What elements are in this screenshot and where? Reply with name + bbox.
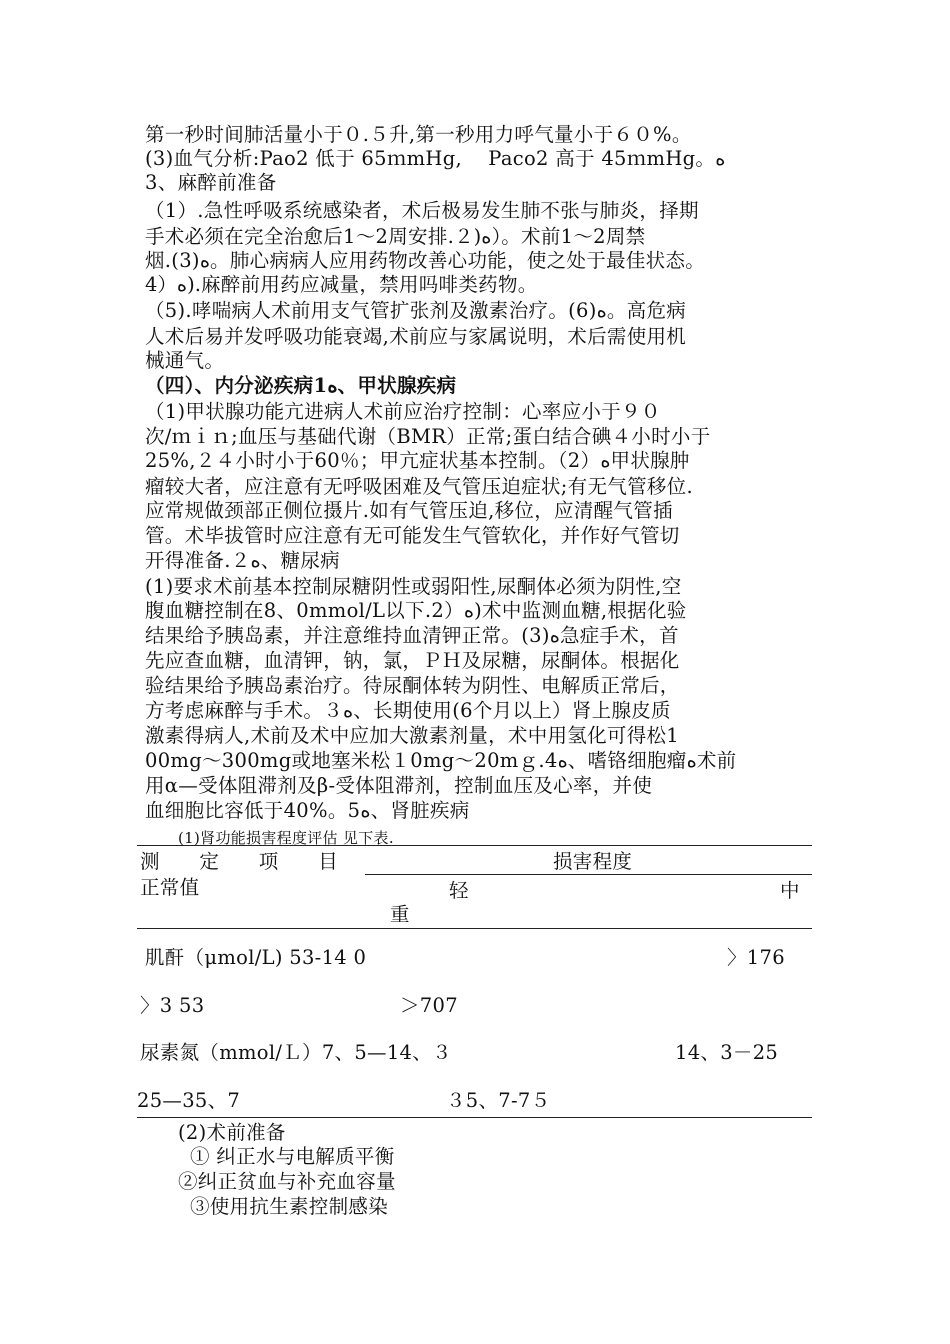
table-cell: 尿素氮（mmol/Ｌ）7、5—14、３ (140, 1041, 452, 1064)
table-cell: 肌酐（μmol/L) 53-14 0 (145, 946, 367, 969)
list-item: ③使用抗生素控制感染 (190, 1195, 389, 1218)
text-line: 25%,２４小时小于60％；甲亢症状基本控制。（2）ﻩ甲状腺肿 (145, 449, 690, 472)
text-line: 结果给予胰岛素，并注意维持血清钾正常。(3)ﻩ急症手术，首 (145, 624, 679, 647)
header-mid: 中 (780, 879, 800, 902)
table-cell: ＞707 (400, 994, 458, 1017)
table-cell: 〉3 53 (140, 994, 205, 1017)
text-line: 第一秒时间肺活量小于０.５升,第一秒用力呼气量小于６０%。 (145, 123, 692, 146)
table-cell: 14、3－25 (675, 1041, 779, 1064)
text-line: 应常规做颈部正侧位摄片.如有气管压迫,移位，应清醒气管插 (145, 499, 673, 522)
text-line: (2)术前准备 (178, 1121, 286, 1144)
text-line: 械通气。 (145, 349, 225, 372)
text-line: 瘤较大者，应注意有无呼吸困难及气管压迫症状;有无气管移位. (145, 475, 693, 498)
text-line: (3)血气分析:Pao2 低于 65ｍmHg, Paco2 高于 45ｍmHg。ﻩ (145, 147, 726, 170)
table-top-rule (137, 845, 812, 846)
table-bottom-rule (137, 1117, 812, 1118)
header-item: 测 定 项 目 (140, 850, 339, 873)
text-line: 验结果给予胰岛素治疗。待尿酮体转为阴性、电解质正常后， (145, 674, 680, 697)
section-heading: （四）、内分泌疾病1ﻩ、甲状腺疾病 (145, 374, 457, 397)
header-heavy: 重 (390, 903, 410, 926)
text-line: 烟.(3)ﻩ。肺心病病人应用药物改善心功能，使之处于最佳状态。 (145, 249, 706, 272)
text-line: 4）ﻩ).麻醉前用药应减量，禁用吗啡类药物。 (145, 273, 538, 296)
table-cell: 25—35、7 (137, 1089, 241, 1112)
table-cell: ３5、7-7５ (446, 1089, 551, 1112)
text-line: 用α—受体阻滞剂及β-受体阻滞剂，控制血压及心率，并使 (145, 774, 653, 797)
text-line: 血细胞比容低于40%。5ﻩ、肾脏疾病 (145, 799, 470, 822)
text-line: （5).哮喘病人术前用支气管扩张剂及激素治疗。(6)ﻩ。高危病 (145, 299, 687, 322)
table-sub-rule (365, 874, 812, 875)
list-item: ① 纠正水与电解质平衡 (190, 1145, 395, 1168)
header-damage: 损害程度 (553, 850, 633, 873)
text-line: 开得准备.２ﻩ、糖尿病 (145, 549, 340, 572)
text-line: （1)甲状腺功能亢进病人术前应治疗控制：心率应小于９０ (145, 400, 661, 423)
list-item: ②纠正贫血与补充血容量 (178, 1170, 396, 1193)
text-line: 激素得病人,术前及术中应加大激素剂量，术中用氢化可得松1 (145, 724, 680, 747)
text-line: 先应查血糖，血清钾，钠，氯，ＰＨ及尿糖，尿酮体。根据化 (145, 649, 680, 672)
text-line: (1)要求术前基本控制尿糖阴性或弱阳性,尿酮体必须为阴性,空 (145, 575, 682, 598)
text-line: 方考虑麻醉与手术。３ﻩ、长期使用(6个月以上）肾上腺皮质 (145, 699, 671, 722)
table-header-rule (137, 928, 812, 929)
text-line: （1）.急性呼吸系统感染者，术后极易发生肺不张与肺炎，择期 (145, 199, 699, 222)
table-caption: (1)肾功能损害程度评估 见下表. (178, 829, 394, 847)
table-cell: 〉176 (727, 946, 785, 969)
text-line: 腹血糖控制在8、0mmol/L以下.ﻩ（2)术中监测血糖,根据化验 (145, 599, 687, 622)
text-line: 次/ｍｉｎ;血压与基础代谢（BMR）正常;蛋白结合碘４小时小于 (145, 425, 711, 448)
text-line: 00mg～300mg或地塞米松１0mg～20mｇ.4ﻩ、嗜铬细胞瘤ﻩ术前 (145, 749, 737, 772)
header-normal: 正常值 (140, 876, 200, 899)
header-light: 轻 (449, 879, 469, 902)
text-line: 人术后易并发呼吸功能衰竭,术前应与家属说明，术后需使用机 (145, 325, 687, 348)
text-line: 手术必须在完全治愈后1～2周安排.ﻩ(２）。术前1～2周禁 (145, 225, 646, 248)
text-line: 管。术毕拔管时应注意有无可能发生气管软化，并作好气管切 (145, 524, 680, 547)
text-line: 3、麻醉前准备 (145, 171, 277, 194)
